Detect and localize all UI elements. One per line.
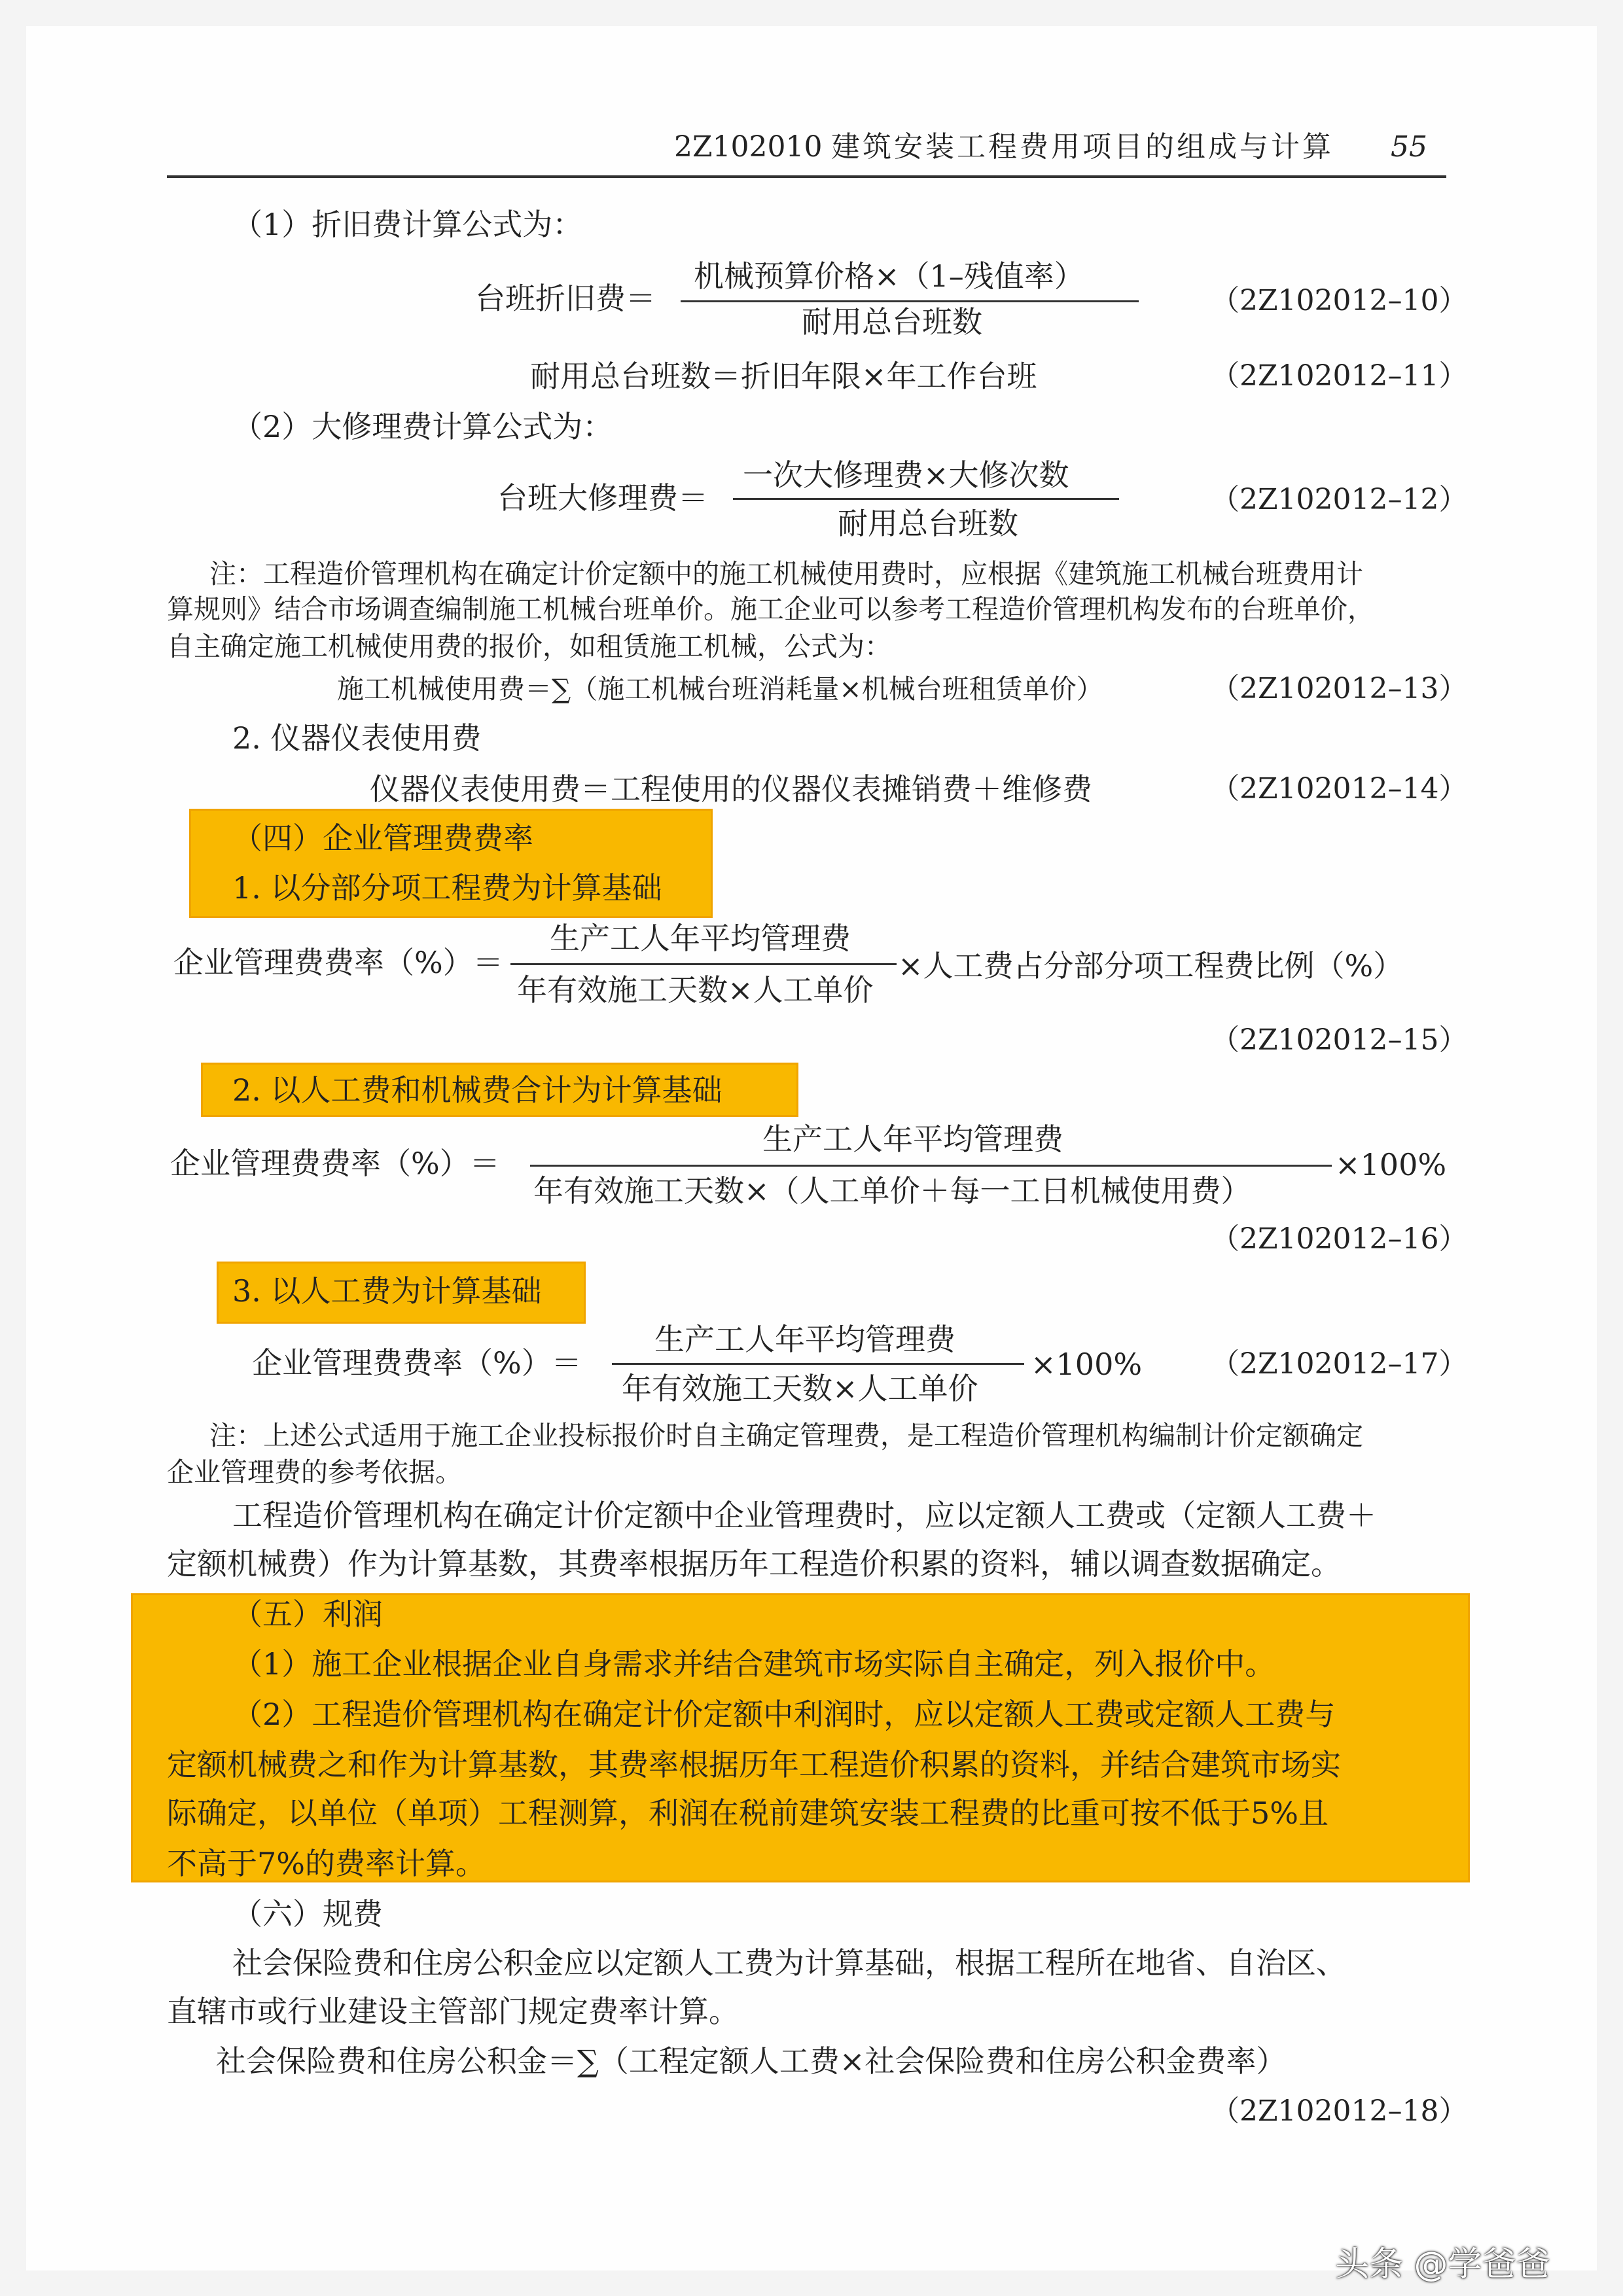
note2-line: 企业管理费的参考依据。 [167,1457,462,1488]
subheading-1: 1. 以分部分项工程费为计算基础 [232,870,662,906]
profit-line: 不高于7%的费率计算。 [167,1846,486,1881]
paragraph-line: 工程造价管理机构在确定计价定额中企业管理费时，应以定额人工费或（定额人工费＋ [232,1498,1376,1533]
eq12-numerator: 一次大修理费×大修次数 [743,457,1069,493]
eq11-number: （2Z102012–11） [1211,359,1468,393]
profit-line: 定额机械费之和作为计算基数，其费率根据历年工程造价积累的资料，并结合建筑市场实 [167,1747,1341,1782]
eq17-numerator: 生产工人年平均管理费 [654,1322,955,1357]
highlight-box [131,1593,1470,1882]
eq16-rhs: ×100% [1335,1147,1447,1182]
paragraph-line: 定额机械费）作为计算基数，其费率根据历年工程造价积累的资料，辅以调查数据确定。 [167,1546,1341,1581]
paragraph-line: 社会保险费和住房公积金应以定额人工费为计算基础，根据工程所在地省、自治区、 [232,1945,1346,1981]
note1-line: 算规则》结合市场调查编制施工机械台班单价。施工企业可以参考工程造价管理机构发布的台班单价， [167,593,1374,625]
heading-profit: （五）利润 [232,1597,383,1632]
eq17-fraction-bar [612,1363,1024,1365]
eq15-fraction-bar [510,963,897,965]
eq17-rhs: ×100% [1031,1347,1143,1382]
profit-line: 际确定，以单位（单项）工程测算，利润在税前建筑安装工程费的比重可按不低于5%且 [167,1795,1329,1831]
eq10-numerator: 机械预算价格×（1–残值率） [694,258,1084,294]
eq17-number: （2Z102012–17） [1211,1347,1468,1381]
eq15-number: （2Z102012–15） [1211,1023,1468,1057]
eq15-lhs: 企业管理费费率（%）＝ [173,945,503,980]
eq10-denominator: 耐用总台班数 [802,304,982,340]
eq14-number: （2Z102012–14） [1211,772,1468,805]
eq12-number: （2Z102012–12） [1211,483,1468,516]
note1-line: 自主确定施工机械使用费的报价，如租赁施工机械，公式为： [167,631,891,662]
heading-overhaul: （2）大修理费计算公式为： [232,409,613,444]
eq13-number: （2Z102012–13） [1211,672,1468,705]
eq10-number: （2Z102012–10） [1211,284,1468,317]
watermark: 头条 @学爸爸 [1335,2245,1550,2284]
eq10-fraction-bar [681,300,1139,302]
heading-instrument-fee: 2. 仪器仪表使用费 [232,720,482,756]
eq16-number: （2Z102012–16） [1211,1222,1468,1256]
eq16-denominator: 年有效施工天数×（人工单价＋每一工日机械使用费） [533,1173,1251,1209]
heading-management-fee-rate: （四）企业管理费费率 [232,821,533,856]
profit-line: （2）工程造价管理机构在确定计价定额中利润时，应以定额人工费或定额人工费与 [232,1697,1336,1732]
profit-line: （1）施工企业根据企业自身需求并结合建筑市场实际自主确定，列入报价中。 [232,1646,1275,1682]
page-number: 55 [1391,130,1427,164]
eq12-denominator: 耐用总台班数 [838,506,1018,541]
eq15-denominator: 年有效施工天数×人工单价 [517,972,874,1008]
eq10-lhs: 台班折旧费＝ [475,281,656,316]
eq14-text: 仪器仪表使用费＝工程使用的仪器仪表摊销费＋维修费 [370,771,1092,807]
eq12-fraction-bar [733,498,1119,500]
header-rule [167,175,1446,178]
note2-line: 注：上述公式适用于施工企业投标报价时自主确定管理费，是工程造价管理机构编制计价定额确定 [209,1420,1363,1451]
eq18-text: 社会保险费和住房公积金＝∑（工程定额人工费×社会保险费和住房公积金费率） [216,2043,1287,2079]
heading-depreciation: （1）折旧费计算公式为： [232,207,583,242]
eq13-text: 施工机械使用费＝∑（施工机械台班消耗量×机械台班租赁单价） [337,673,1103,705]
eq17-lhs: 企业管理费费率（%）＝ [252,1345,582,1381]
subheading-2: 2. 以人工费和机械费合计为计算基础 [232,1072,722,1108]
eq16-numerator: 生产工人年平均管理费 [762,1122,1063,1157]
eq16-lhs: 企业管理费费率（%）＝ [170,1146,500,1181]
heading-fees: （六）规费 [232,1896,383,1932]
eq11-text: 耐用总台班数＝折旧年限×年工作台班 [530,359,1037,394]
header-title: 建筑安装工程费用项目的组成与计算 [831,130,1334,164]
eq17-denominator: 年有效施工天数×人工单价 [622,1371,978,1406]
eq15-rhs: ×人工费占分部分项工程费比例（%） [898,948,1404,983]
eq15-numerator: 生产工人年平均管理费 [550,921,851,956]
eq16-fraction-bar [530,1165,1332,1167]
eq18-number: （2Z102012–18） [1211,2094,1468,2128]
header-code: 2Z102010 [674,130,823,164]
paragraph-line: 直辖市或行业建设主管部门规定费率计算。 [167,1994,739,2029]
eq12-lhs: 台班大修理费＝ [497,480,708,516]
subheading-3: 3. 以人工费为计算基础 [232,1273,542,1309]
note1-line: 注：工程造价管理机构在确定计价定额中的施工机械使用费时，应根据《建筑施工机械台班费用计 [209,558,1363,590]
